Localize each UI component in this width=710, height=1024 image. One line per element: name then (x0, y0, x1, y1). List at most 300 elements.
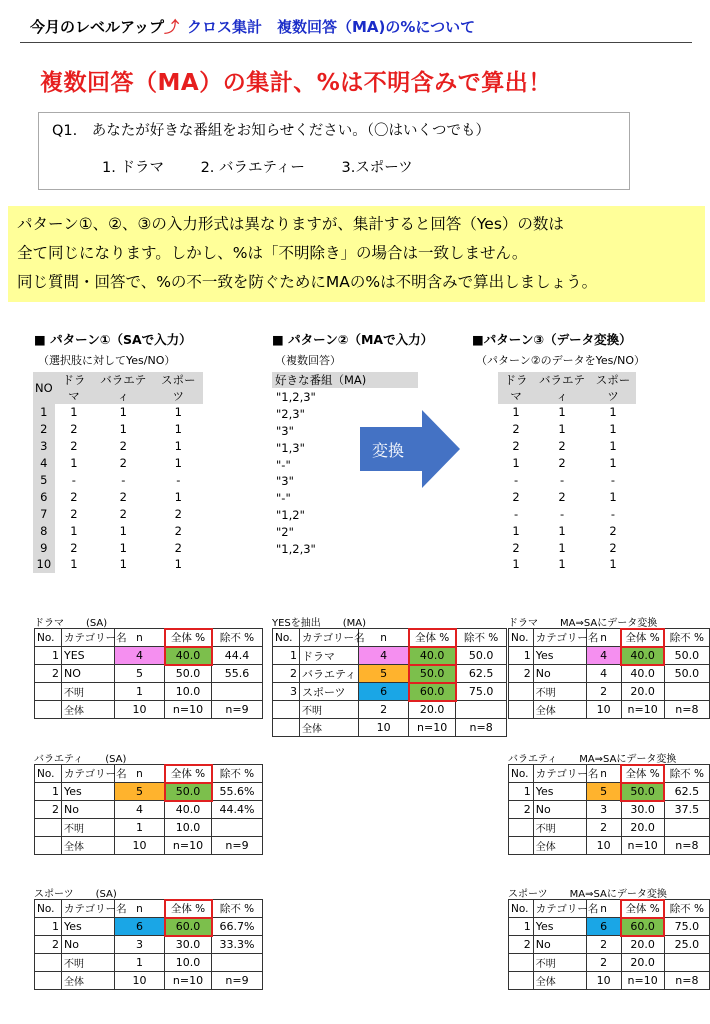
summary-cell-excl-pct: 33.3% (212, 936, 263, 954)
choice-item: 1. ドラマ (102, 160, 164, 176)
table-cell: 1 (119, 540, 127, 555)
summary-cell-no (273, 719, 300, 737)
summary-cell-excl-pct (664, 954, 709, 972)
summary-cell-total-pct: n=10 (621, 837, 664, 855)
summary-cell-excl-pct: 50.0 (664, 665, 709, 683)
summary-title (272, 614, 366, 629)
summary-cell-no (35, 701, 62, 719)
summary-cell-no (273, 701, 300, 719)
summary-cell-category: No (533, 801, 586, 819)
summary-cell-excl-pct: n=9 (212, 837, 263, 855)
summary-cell-n: 10 (115, 837, 165, 855)
summary-cell-n: 5 (359, 665, 409, 683)
col-header: スポーツ (590, 372, 636, 404)
summary-header-cell: n (359, 629, 409, 647)
table-row (498, 438, 636, 455)
table-cell: 1 (70, 557, 78, 572)
summary-cell-total-pct: 40.0 (621, 665, 664, 683)
summary-cell-no: 2 (509, 936, 534, 954)
summary-header-cell: カテゴリー名 (533, 765, 586, 783)
summary-cell-total-pct: n=10 (621, 701, 664, 719)
header-title: 今月のレベルアップ (30, 18, 164, 36)
summary-row (35, 954, 263, 972)
summary-title-tag: MA⇒SAにデータ変換 (579, 754, 677, 765)
summary-cell-excl-pct: 55.6 (212, 665, 263, 683)
table-cell: 1 (70, 405, 78, 420)
table-cell: 1 (119, 422, 127, 437)
table-cell: - (559, 473, 565, 487)
table-row (498, 556, 636, 573)
table-row (33, 556, 203, 573)
summary-cell-n: 2 (586, 954, 621, 972)
summary-cell-n: 10 (359, 719, 409, 737)
summary-title-label: バラエティ (34, 754, 84, 765)
table-cell: 1 (119, 557, 127, 572)
table-row (498, 505, 636, 522)
table-cell: 1 (558, 523, 566, 538)
table-cell: 2 (33, 421, 55, 438)
summary-title-label: ドラマ (34, 618, 64, 629)
pattern3-table (498, 372, 636, 573)
table-cell: 9 (33, 539, 55, 556)
table-row (498, 455, 636, 472)
summary-title-tag: MA⇒SAにデータ変換 (560, 618, 658, 629)
summary-cell-category: 全体 (62, 837, 115, 855)
table-cell: 1 (119, 405, 127, 420)
table-cell: 2 (70, 506, 78, 521)
summary-cell-excl-pct (664, 819, 709, 837)
summary-row (509, 918, 710, 936)
summary-cell-category: No (533, 665, 586, 683)
summary-cell-no: 2 (35, 936, 62, 954)
summary-cell-total-pct: 30.0 (165, 936, 212, 954)
summary-cell-no (35, 819, 62, 837)
summary-header-cell: n (586, 765, 621, 783)
summary-cell-category: Yes (62, 918, 115, 936)
summary-title-tag: MA⇒SAにデータ変換 (569, 889, 667, 900)
list-item: "3" (276, 423, 294, 438)
summary-header-cell: 全体 % (621, 629, 664, 647)
table-row (33, 472, 203, 489)
summary-table (508, 628, 710, 719)
summary-cell-total-pct: 20.0 (621, 819, 664, 837)
summary-table (34, 899, 263, 990)
summary-row (273, 701, 507, 719)
summary-title-tag: (MA) (342, 618, 367, 629)
summary-cell-total-pct: 10.0 (165, 819, 212, 837)
summary-cell-n: 10 (586, 701, 621, 719)
summary-row (273, 647, 507, 665)
summary-cell-total-pct: 20.0 (621, 683, 664, 701)
summary-cell-category: 不明 (533, 954, 586, 972)
summary-row (35, 683, 263, 701)
table-row (498, 472, 636, 489)
table-cell: 2 (70, 422, 78, 437)
summary-cell-excl-pct (456, 701, 507, 719)
page-header (30, 16, 475, 37)
table-cell: 2 (174, 523, 182, 538)
summary-cell-no (509, 819, 534, 837)
list-item: "-" (276, 491, 291, 506)
summary-cell-total-pct: 20.0 (621, 936, 664, 954)
summary-cell-no (509, 683, 534, 701)
summary-cell-category: Yes (533, 783, 586, 801)
summary-cell-no (35, 683, 62, 701)
table-cell: 1 (174, 456, 182, 471)
summary-title (34, 614, 107, 629)
table-cell: 2 (512, 422, 520, 437)
table-cell: 1 (512, 523, 520, 538)
summary-row (509, 665, 710, 683)
table-row (33, 421, 203, 438)
summary-table (508, 899, 710, 990)
summary-cell-n: 4 (586, 647, 621, 665)
summary-cell-total-pct: 20.0 (409, 701, 456, 719)
pattern3-title: ■パターン③（データ変換） (472, 332, 632, 347)
summary-cell-total-pct: n=10 (165, 972, 212, 990)
table-cell: 1 (609, 456, 617, 471)
summary-cell-no: 1 (509, 647, 534, 665)
list-item: "2,3" (276, 406, 305, 421)
table-cell: 2 (558, 439, 566, 454)
summary-header-cell: 全体 % (621, 900, 664, 918)
summary-header-cell: 除不 % (212, 900, 263, 918)
summary-row (273, 719, 507, 737)
summary-cell-n: 5 (115, 665, 165, 683)
summary-row (509, 701, 710, 719)
table-cell: 1 (174, 489, 182, 504)
table-cell: 2 (70, 439, 78, 454)
note-line: パターン①、②、③の入力形式は異なりますが、集計すると回答（Yes）の数は (17, 215, 564, 233)
summary-row (35, 936, 263, 954)
summary-header-cell: No. (273, 629, 300, 647)
summary-header-row (273, 629, 507, 647)
summary-header-cell: カテゴリー名 (62, 765, 115, 783)
summary-cell-no: 1 (35, 918, 62, 936)
table-cell: 2 (609, 540, 617, 555)
table-cell: 2 (558, 456, 566, 471)
summary-row (273, 665, 507, 683)
summary-cell-excl-pct: 62.5 (456, 665, 507, 683)
list-item: "1,2,3" (276, 542, 316, 557)
table-cell: 1 (558, 422, 566, 437)
summary-header-cell: No. (35, 765, 62, 783)
summary-row (509, 683, 710, 701)
summary-cell-excl-pct: 62.5 (664, 783, 709, 801)
summary-row (35, 783, 263, 801)
table-row (33, 404, 203, 421)
table-cell: 2 (174, 540, 182, 555)
summary-cell-no: 1 (273, 647, 300, 665)
summary-cell-no: 2 (509, 801, 534, 819)
summary-cell-excl-pct: 50.0 (456, 647, 507, 665)
summary-cell-no: 2 (509, 665, 534, 683)
summary-cell-n: 2 (586, 683, 621, 701)
table-cell: 10 (33, 556, 55, 573)
summary-cell-excl-pct (664, 683, 709, 701)
col-header: NO (33, 372, 55, 404)
table-cell: 2 (609, 523, 617, 538)
table-cell: 2 (119, 456, 127, 471)
summary-cell-excl-pct: 55.6% (212, 783, 263, 801)
summary-cell-category: 不明 (62, 954, 115, 972)
summary-header-cell: カテゴリー名 (300, 629, 359, 647)
table-cell: 1 (558, 557, 566, 572)
pattern2-values (276, 389, 316, 558)
note-line: 全て同じになります。しかし、%は「不明除き」の場合は一致しません。 (17, 244, 528, 262)
summary-table (34, 628, 263, 719)
table-row (33, 505, 203, 522)
table-cell: 2 (174, 506, 182, 521)
table-cell: 1 (174, 422, 182, 437)
summary-cell-total-pct: 10.0 (165, 954, 212, 972)
summary-row (509, 954, 710, 972)
summary-cell-total-pct: 10.0 (165, 683, 212, 701)
summary-header-row (509, 765, 710, 783)
summary-header-cell: 除不 % (212, 629, 263, 647)
summary-header-cell: 除不 % (456, 629, 507, 647)
table-row (498, 404, 636, 421)
summary-cell-n: 3 (586, 801, 621, 819)
summary-cell-no (35, 837, 62, 855)
summary-title (508, 614, 657, 629)
table-cell: 2 (512, 540, 520, 555)
pattern2-header: 好きな番組（MA) (272, 372, 418, 388)
summary-cell-excl-pct: n=9 (212, 701, 263, 719)
summary-cell-no (35, 972, 62, 990)
table-cell: - (559, 506, 565, 521)
summary-row (509, 801, 710, 819)
summary-cell-no: 3 (273, 683, 300, 701)
summary-header-cell: n (586, 900, 621, 918)
summary-cell-excl-pct (212, 954, 263, 972)
pattern2-title: ■ パターン②（MAで入力） (272, 332, 434, 347)
summary-header-row (509, 629, 710, 647)
summary-cell-excl-pct: 37.5 (664, 801, 709, 819)
summary-row (509, 783, 710, 801)
summary-cell-no: 1 (509, 918, 534, 936)
summary-cell-no (509, 954, 534, 972)
summary-cell-total-pct: 50.0 (165, 665, 212, 683)
table-cell: 8 (33, 522, 55, 539)
summary-header-cell: n (115, 629, 165, 647)
table-row (33, 438, 203, 455)
summary-row (35, 801, 263, 819)
summary-row (509, 936, 710, 954)
col-header: バラエティ (534, 372, 590, 404)
list-item: "1,2,3" (276, 390, 316, 404)
summary-row (273, 683, 507, 701)
choice-item: 3.スポーツ (341, 160, 413, 176)
table-cell: 1 (119, 523, 127, 538)
choice-item: 2. バラエティー (200, 160, 305, 176)
summary-cell-total-pct: 30.0 (621, 801, 664, 819)
question-choices (102, 156, 445, 177)
table-cell: 2 (119, 506, 127, 521)
summary-cell-category: Yes (533, 647, 586, 665)
table-row (33, 455, 203, 472)
summary-cell-category: 全体 (533, 972, 586, 990)
header-divider (20, 42, 692, 43)
summary-cell-category: YES (62, 647, 115, 665)
summary-cell-no (509, 701, 534, 719)
summary-header-cell: No. (509, 629, 534, 647)
summary-cell-n: 6 (115, 918, 165, 936)
table-cell: 1 (174, 439, 182, 454)
summary-cell-total-pct: 40.0 (165, 647, 212, 665)
summary-row (35, 665, 263, 683)
pattern1-subtitle: （選択肢に対してYes/NO） (38, 354, 176, 367)
note-line: 同じ質問・回答で、%の不一致を防ぐためにMAの%は不明含みで算出しましょう。 (17, 273, 598, 291)
table-cell: 1 (609, 422, 617, 437)
table-cell: - (610, 473, 616, 487)
table-cell: - (513, 473, 519, 487)
table-cell: - (71, 473, 76, 487)
table-row (498, 421, 636, 438)
summary-cell-n: 1 (115, 954, 165, 972)
summary-cell-n: 2 (359, 701, 409, 719)
summary-cell-total-pct: 50.0 (621, 783, 664, 801)
summary-header-row (35, 765, 263, 783)
summary-cell-total-pct: n=10 (409, 719, 456, 737)
table-row (498, 488, 636, 505)
table-cell: 1 (609, 489, 617, 504)
summary-header-cell: n (115, 900, 165, 918)
summary-header-cell: 除不 % (212, 765, 263, 783)
summary-cell-category: スポーツ (300, 683, 359, 701)
summary-cell-category: 不明 (62, 683, 115, 701)
table-cell: 4 (33, 455, 55, 472)
summary-cell-no: 1 (35, 647, 62, 665)
summary-cell-total-pct: 40.0 (165, 801, 212, 819)
summary-cell-n: 4 (115, 801, 165, 819)
summary-cell-category: No (533, 936, 586, 954)
table-cell: 1 (174, 405, 182, 420)
table-cell: 1 (558, 405, 566, 420)
summary-cell-no: 2 (273, 665, 300, 683)
summary-cell-n: 10 (115, 972, 165, 990)
summary-title (34, 750, 126, 765)
list-item: "1,2" (276, 508, 305, 523)
summary-header-cell: 除不 % (664, 765, 709, 783)
summary-cell-n: 3 (115, 936, 165, 954)
summary-title-tag: (SA) (105, 754, 127, 765)
summary-cell-total-pct: 50.0 (409, 665, 456, 683)
summary-cell-total-pct: 50.0 (165, 783, 212, 801)
summary-cell-n: 6 (586, 918, 621, 936)
summary-cell-excl-pct: n=8 (664, 837, 709, 855)
summary-table (34, 764, 263, 855)
summary-cell-category: 不明 (300, 701, 359, 719)
table-cell: 2 (70, 489, 78, 504)
summary-cell-category: ドラマ (300, 647, 359, 665)
summary-header-cell: カテゴリー名 (533, 629, 586, 647)
table-cell: 2 (119, 439, 127, 454)
col-header: スポーツ (154, 372, 203, 404)
table-cell: 2 (119, 489, 127, 504)
summary-title-label: バラエティ (508, 754, 558, 765)
summary-cell-category: No (62, 936, 115, 954)
col-header: ドラマ (498, 372, 534, 404)
summary-header-cell: 全体 % (165, 765, 212, 783)
summary-cell-no (509, 837, 534, 855)
summary-cell-excl-pct: n=8 (456, 719, 507, 737)
list-item: "1,3" (276, 440, 305, 455)
summary-header-cell: No. (35, 629, 62, 647)
summary-row (35, 837, 263, 855)
table-cell: 2 (512, 439, 520, 454)
summary-cell-category: 全体 (533, 837, 586, 855)
summary-cell-n: 5 (115, 783, 165, 801)
table-row (33, 522, 203, 539)
summary-header-row (35, 629, 263, 647)
summary-cell-no (509, 972, 534, 990)
table-row (33, 539, 203, 556)
summary-title-tag: (SA) (95, 889, 117, 900)
summary-cell-category: Yes (533, 918, 586, 936)
table-cell: 1 (70, 456, 78, 471)
summary-header-cell: n (115, 765, 165, 783)
summary-cell-total-pct: 40.0 (409, 647, 456, 665)
summary-cell-excl-pct: n=9 (212, 972, 263, 990)
up-arrow-icon: ⤴ (163, 18, 179, 36)
pattern1-title: ■ パターン①（SAで入力） (34, 332, 192, 347)
summary-cell-n: 4 (586, 665, 621, 683)
table-cell: 1 (512, 557, 520, 572)
table-cell: - (176, 473, 181, 487)
summary-cell-excl-pct: 25.0 (664, 936, 709, 954)
summary-cell-no: 1 (509, 783, 534, 801)
summary-cell-category: 不明 (533, 683, 586, 701)
table-cell: 1 (609, 439, 617, 454)
col-header: ドラマ (55, 372, 93, 404)
table-cell: 2 (70, 540, 78, 555)
table-row (498, 522, 636, 539)
summary-cell-n: 2 (586, 936, 621, 954)
summary-cell-total-pct: 40.0 (621, 647, 664, 665)
summary-cell-total-pct: n=10 (165, 701, 212, 719)
summary-cell-category: 全体 (62, 972, 115, 990)
summary-row (35, 819, 263, 837)
summary-title (508, 885, 667, 900)
summary-row (509, 819, 710, 837)
summary-row (509, 972, 710, 990)
summary-cell-n: 10 (586, 837, 621, 855)
summary-cell-excl-pct: n=8 (664, 972, 709, 990)
summary-header-row (509, 900, 710, 918)
summary-cell-total-pct: 60.0 (621, 918, 664, 936)
summary-cell-n: 10 (586, 972, 621, 990)
summary-cell-category: No (62, 801, 115, 819)
table-cell: 1 (70, 523, 78, 538)
summary-row (35, 647, 263, 665)
summary-cell-category: 不明 (533, 819, 586, 837)
question-text: Q1. あなたが好きな番組をお知らせください。（〇はいくつでも） (52, 123, 491, 139)
table-cell: 2 (512, 489, 520, 504)
summary-cell-category: 全体 (62, 701, 115, 719)
convert-label: 変換 (372, 441, 405, 460)
table-cell: 1 (174, 557, 182, 572)
summary-title-label: スポーツ (508, 889, 548, 900)
summary-title (508, 750, 676, 765)
summary-header-cell: カテゴリー名 (533, 900, 586, 918)
summary-cell-no (35, 954, 62, 972)
summary-cell-n: 1 (115, 683, 165, 701)
summary-cell-category: 不明 (62, 819, 115, 837)
header-subtitle: クロス集計 複数回答（MA)の%について (186, 18, 476, 36)
table-cell: 6 (33, 488, 55, 505)
table-cell: 1 (33, 404, 55, 421)
